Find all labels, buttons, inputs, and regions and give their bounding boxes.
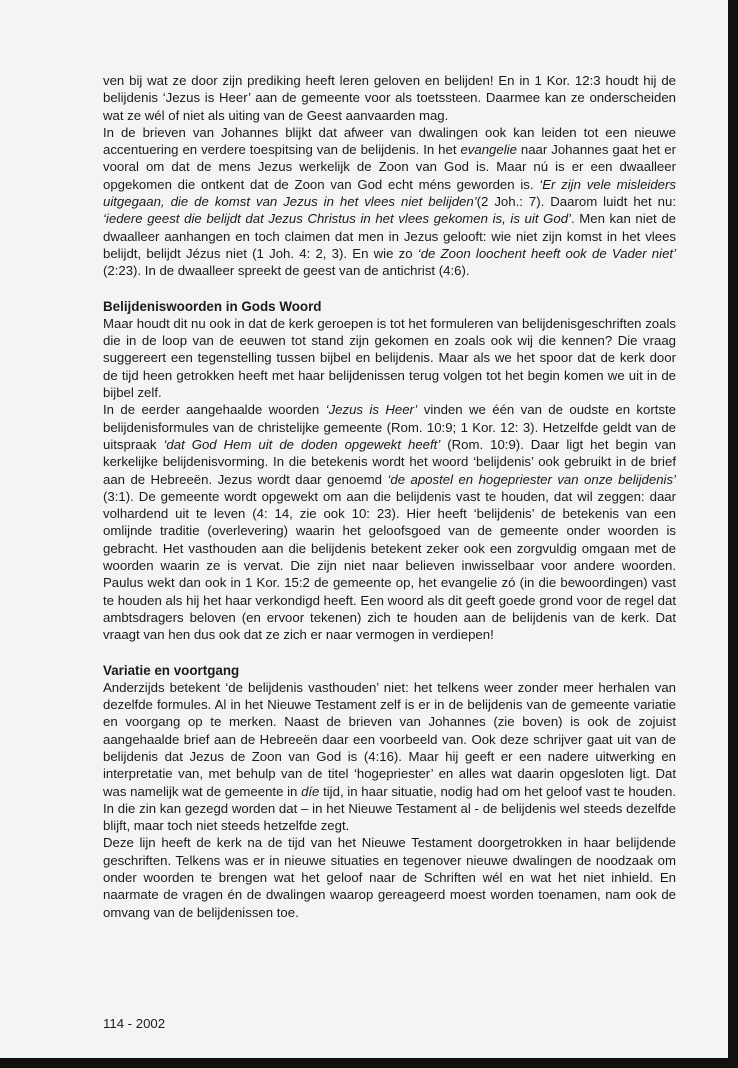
paragraph: [103, 679, 676, 835]
italic-quote: evangelie: [460, 142, 517, 158]
text-run: ven bij wat ze door zijn prediking heeft leren geloven en belijden! En in 1 Kor. 12:3 houdt hij de belijdenis ‘Jezus is Heer’ aan de gemeente voor als toetssteen. Daarmee kan ze onderscheiden wat ze wél of niet als uiting van de Geest aanvaarden mag.: [103, 73, 676, 123]
text-run: Deze lijn heeft de kerk na de tijd van het Nieuwe Testament doorgetrokken in haar belijdende geschriften. Telkens was er in nieuwe situaties en tegenover nieuwe dwalingen de noodzaak om onder woorden te brengen wat het geloof naar de Schriften wél en wat het niet inhield. En naarmate de vragen én de dwalingen waarop gereageerd moest worden toenamen, nam ook de omvang van de belijdenissen toe.: [103, 835, 676, 920]
italic-quote: ‘iedere geest die belijdt dat Jezus Christus in het vlees gekomen is, is uit God’: [103, 211, 571, 227]
italic-quote: ‘de apostel en hogepriester van onze belijdenis’: [387, 471, 676, 487]
section-belijdeniswoorden: [103, 298, 676, 644]
text-run: (Rom. 10:9). Daar ligt het begin van kerkelijke belijdenisvorming. In die betekenis wordt het woord ‘belijdenis’ ook gebruikt in de brief aan de Hebreeën. Jezus wordt daar genoemd: [103, 436, 676, 487]
section-heading: Belijdeniswoorden in Gods Woord: [103, 298, 322, 314]
text-run: naar Johannes gaat het er vooral om dat de mens Jezus werkelijk de Zoon van God is. Maar nú is er een dwaalleer opgekomen die ontkent dat de Zoon van God echt méns geworden is.: [103, 142, 677, 192]
text-run: . Men kan niet de dwaalleer aanhangen en toch claimen dat men in Jezus gelooft: wie niet zijn komst in het vlees belijdt, belijdt Jézus niet (1 Joh. 4: 2, 3). En wie zo: [103, 211, 676, 261]
text-run: (2 Joh.: 7). Daarom luidt het nu:: [476, 194, 676, 210]
text-run: In de brieven van Johannes blijkt dat afweer van dwalingen ook kan leiden tot een nieuwe accentuering en verdere toespitsing van de belijdenis. In het: [103, 124, 676, 158]
section-heading: Variatie en voortgang: [103, 662, 240, 678]
text-run: (2:23). In de dwaalleer spreekt de geest van de antichrist (4:6).: [103, 263, 470, 279]
paragraph: [103, 315, 676, 401]
paragraph: [103, 72, 676, 124]
paragraph: [103, 124, 676, 280]
italic-quote: ‘de Zoon loochent heeft ook de Vader niet’: [417, 245, 676, 261]
text-run: (3:1). De gemeente wordt opgewekt om aan die belijdenis vast te houden, dat wil zeggen: daar volhardend uit te leven (4: 14, zie ook 10: 23). Hier heeft ‘belijdenis’ de betekenis van een omlijnde traditie (overlevering) waarin het geloofsgoed van de gemeente onder woorden is gebracht. Het vasthouden aan die belijdenis betekent zeker ook een zorgvuldig omgaan met de woorden waarin ze is vervat. Die zijn niet naar believen inwisselbaar voor andere woorden. Paulus wekt dan ook in 1 Kor. 15:2 de gemeente op, het evangelie zó (in die bewoordingen) vast te houden als hij het haar verkondigd heeft. Een woord als dit geeft goede grond voor de regel dat ambtsdragers beloven (en ervoor tekenen) zich te houden aan de belijdenis van de kerk. Dat vraagt van hen dus ook dat ze zich er naar vermogen in verdiepen!: [103, 488, 676, 643]
page-footer: 114 - 2002: [103, 1016, 166, 1031]
scan-edge-bottom: [0, 1058, 738, 1068]
article-body: [103, 72, 676, 921]
intro-section: [103, 72, 676, 280]
italic-quote: ‘Jezus is Heer’: [325, 402, 418, 418]
italic-quote: díe: [301, 783, 320, 799]
text-run: Maar houdt dit nu ook in dat de kerk geroepen is tot het formuleren van belijdenisgeschriften zoals die in de loop van de eeuwen tot stand zijn gekomen en zoals ook wij die kennen? Die vraag suggereert een tegenstelling tussen bijbel en belijdenis. Maar als we het spoor dat de kerk door de tijd heen getrokken heeft met haar belijdenissen terug volgen tot het begin komen we uit in de bijbel zelf.: [103, 315, 676, 401]
paragraph: [103, 834, 676, 920]
scan-edge-right: [728, 0, 738, 1068]
italic-quote: ‘Er zijn vele misleiders uitgegaan, die de komst van Jezus in het vlees niet belijden’: [103, 176, 676, 210]
italic-quote: ‘dat God Hem uit de doden opgewekt heeft’: [163, 436, 441, 452]
text-run: tijd, in haar situatie, nodig had om het geloof vast te houden. In die zin kan gezegd worden dat – in het Nieuwe Testament al - de belijdenis wel steeds dezelfde blijft, maar toch niet steeds hetzelfde zegt.: [103, 783, 676, 834]
text-run: vinden we één van de oudste en kortste belijdenisformules van de christelijke gemeente (Rom. 10:9; 1 Kor. 12: 3). Hetzelfde geldt van de uitspraak: [103, 402, 677, 452]
text-run: In de eerder aangehaalde woorden: [103, 402, 326, 418]
section-variatie: [103, 662, 676, 921]
paragraph: [103, 401, 676, 643]
text-run: Anderzijds betekent ‘de belijdenis vasthouden’ niet: het telkens weer zonder meer herhalen van dezelfde formules. Al in het Nieuwe Testament zelf is er in de belijdenis van de gemeente variatie en voorgang op te merken. Naast de brieven van Johannes (zie boven) is ook de zojuist aangehaalde brief aan de Hebreeën daar een voorbeeld van. Ook deze schrijver gaat uit van de belijdenis dat Jezus de Zoon van God is (4:16). Maar hij geeft er een nadere uitwerking en interpretatie van, met behulp van de titel ‘hogepriester’ en alles wat daarin opgesloten ligt. Dat was namelijk wat de gemeente in: [103, 679, 676, 799]
